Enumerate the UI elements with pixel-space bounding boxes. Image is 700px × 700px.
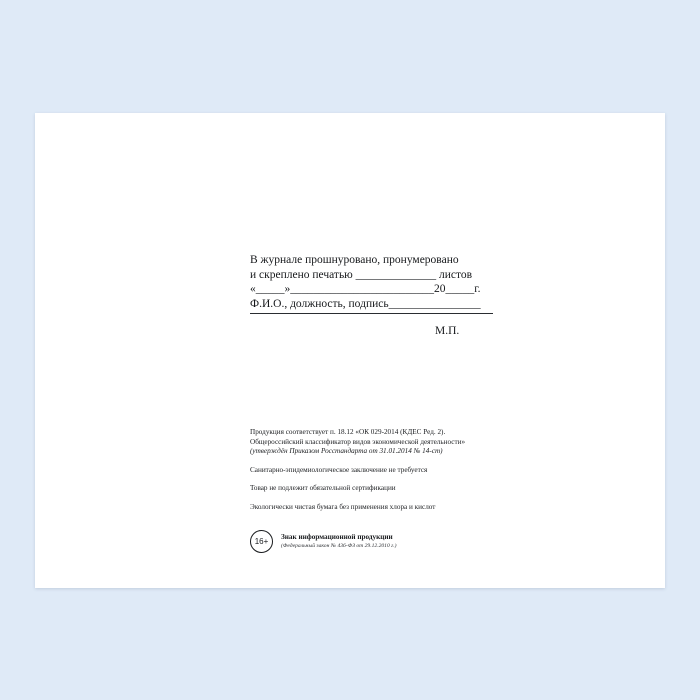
- compliance-paragraph-2: Санитарно-эпидемиологическое заключение не требуется: [250, 465, 428, 474]
- signature-rule: [250, 313, 493, 314]
- binding-line-2: и скреплено печатью ______________ листов: [250, 268, 473, 281]
- compliance-paragraph-3: Товар не подлежит обязательной сертификации: [250, 484, 396, 493]
- document-page: [35, 113, 665, 588]
- binding-line-3: «_____»_________________________20_____г.: [250, 283, 481, 295]
- binding-line-1: В журнале прошнуровано, пронумеровано: [250, 254, 459, 266]
- information-mark-subtitle: (Федеральный закон № 436-ФЗ от 29.12.2010 г.): [281, 542, 397, 549]
- information-mark-text: [281, 533, 397, 551]
- binding-certification-block: [250, 253, 510, 311]
- information-product-mark: [250, 530, 397, 553]
- compliance-paragraph-1: [250, 428, 550, 457]
- information-mark-title: Знак информационной продукции: [281, 532, 393, 541]
- stamp-place-label: М.П.: [435, 325, 460, 337]
- binding-line-4: Ф.И.О., должность, подпись________________: [250, 297, 481, 310]
- compliance-paragraph-1-line-3: (утверждён Приказом Росстандарта от 31.01.2014 № 14-ст): [250, 447, 443, 456]
- compliance-paragraph-1-line-2: Общероссийский классификатор видов экономической деятельности»: [250, 437, 466, 446]
- compliance-paragraph-1-line-1: Продукция соответствует п. 18.12 «ОК 029-2014 (КДЕС Ред. 2).: [250, 428, 446, 436]
- age-rating-icon: 16+: [250, 530, 273, 553]
- compliance-block: [250, 428, 550, 515]
- compliance-paragraph-4: Экологически чистая бумага без применения хлора и кислот: [250, 502, 436, 511]
